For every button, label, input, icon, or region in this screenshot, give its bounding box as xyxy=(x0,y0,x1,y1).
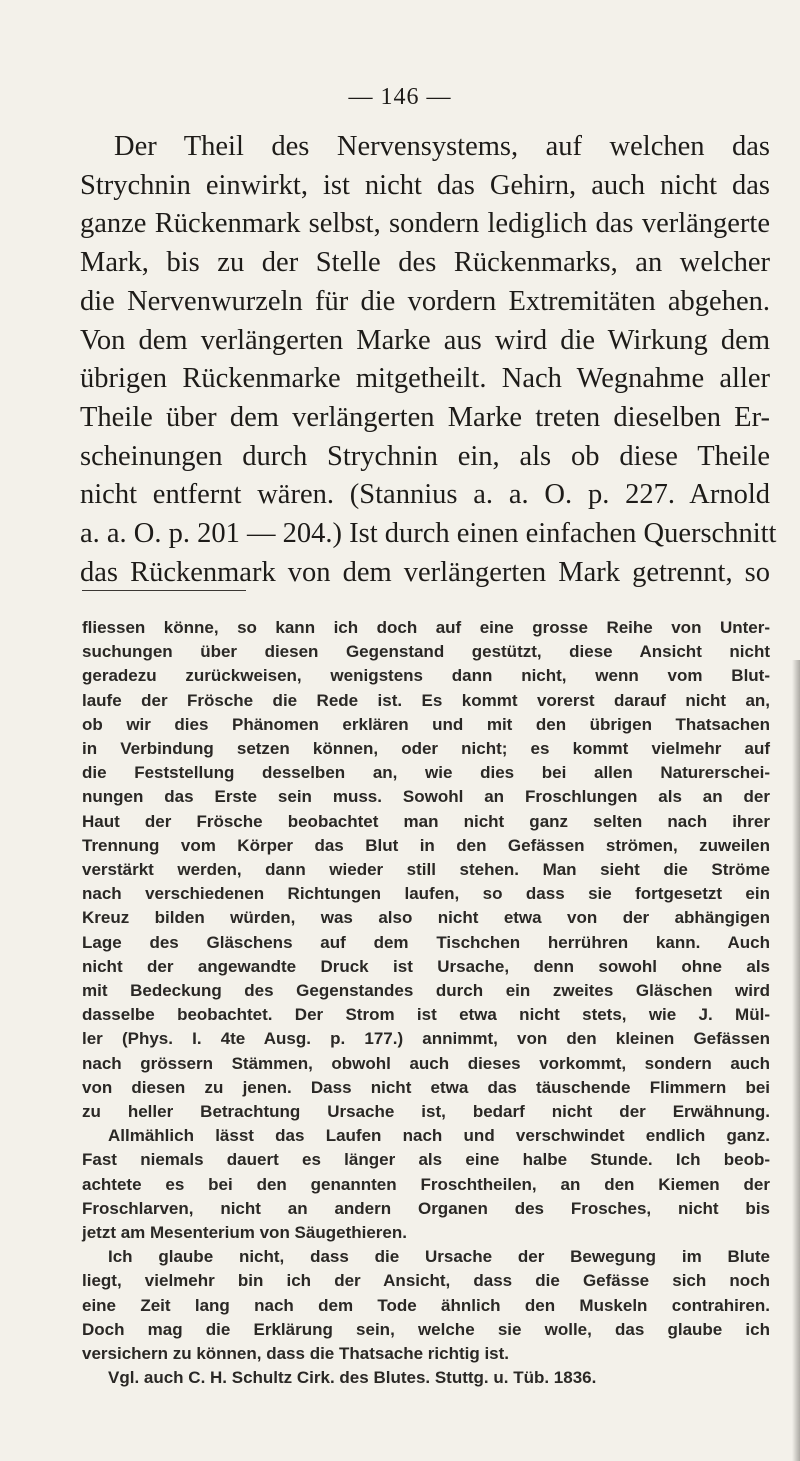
footnote-line: geradezu zurückweisen, wenigstens dann nicht, wenn vom Blut- xyxy=(82,666,770,686)
footnote-line: laufe der Frösche die Rede ist. Es kommt vorerst darauf nicht an, xyxy=(82,690,770,710)
footnote-line: in Verbindung setzen können, oder nicht; es kommt vielmehr auf xyxy=(82,739,770,759)
footnote-line: Vgl. auch C. H. Schultz Cirk. des Blutes. Stuttg. u. Tüb. 1836. xyxy=(108,1368,597,1388)
footnote-line: jetzt am Mesenterium von Säugethieren. xyxy=(82,1223,407,1243)
footnote-line: Fast niemals dauert es länger als eine halbe Stunde. Ich beob- xyxy=(82,1150,770,1170)
footnote-line: eine Zeit lang nach dem Tode ähnlich den Muskeln contrahiren. xyxy=(82,1295,770,1315)
footnote-line: Ich glaube nicht, dass die Ursache der Bewegung im Blute xyxy=(108,1247,770,1267)
text-line: scheinungen durch Strychnin ein, als ob diese Theile xyxy=(80,440,770,472)
footnote-line: Trennung vom Körper das Blut in den Gefässen strömen, zuweilen xyxy=(82,835,770,855)
text-line: Von dem verlängerten Marke aus wird die Wirkung dem xyxy=(80,324,770,356)
footnote-line: nach verschiedenen Richtungen laufen, so dass sie fortgesetzt ein xyxy=(82,884,770,904)
footnote-line: nach grössern Stämmen, obwohl auch dieses vorkommt, sondern auch xyxy=(82,1053,770,1073)
page-edge-shadow xyxy=(792,660,800,1461)
footnote-line: Haut der Frösche beobachtet man nicht ganz selten nach ihrer xyxy=(82,811,770,831)
text-line: Theile über dem verlängerten Marke treten dieselben Er- xyxy=(80,401,770,433)
footnote-line: achtete es bei den genannten Froschtheilen, an den Kiemen der xyxy=(82,1174,770,1194)
footnote-line: mit Bedeckung des Gegenstandes durch ein zweites Gläschen wird xyxy=(82,981,770,1001)
footnote-line: Allmählich lässt das Laufen nach und verschwindet endlich ganz. xyxy=(108,1126,770,1146)
page-number: — 146 — xyxy=(348,84,452,110)
footnote-line: versichern zu können, dass die Thatsache richtig ist. xyxy=(82,1344,510,1364)
text-line: nicht entfernt wären. (Stannius a. a. O. p. 227. Arnold xyxy=(80,479,770,511)
footnote-line: Doch mag die Erklärung sein, welche sie wolle, das glaube ich xyxy=(82,1319,770,1339)
footnote-line: nicht der angewandte Druck ist Ursache, denn sowohl ohne als xyxy=(82,956,770,976)
footnote-divider xyxy=(82,590,246,591)
footnote-line: Kreuz bilden würden, was also nicht etwa von der abhängigen xyxy=(82,908,770,928)
footnote-line: liegt, vielmehr bin ich der Ansicht, dass die Gefässe sich noch xyxy=(82,1271,770,1291)
main-text xyxy=(80,128,777,592)
footnote-line: ler (Phys. I. 4te Ausg. p. 177.) annimmt, von den kleinen Gefässen xyxy=(82,1029,770,1049)
footnote-line: suchungen über diesen Gegenstand gestützt, diese Ansicht nicht xyxy=(82,642,770,662)
text-line: ganze Rückenmark selbst, sondern lediglich das verlängerte xyxy=(80,208,770,240)
footnote-line: die Feststellung desselben an, wie dies bei allen Naturerschei- xyxy=(82,763,770,783)
footnote-line: ob wir dies Phänomen erklären und mit den übrigen Thatsachen xyxy=(82,714,770,734)
text-line: das Rückenmark von dem verlängerten Mark getrennt, so xyxy=(80,556,770,588)
footnote-line: Lage des Gläschens auf dem Tischchen herrühren kann. Auch xyxy=(82,932,770,952)
footnote-line: dasselbe beobachtet. Der Strom ist etwa nicht stets, wie J. Mül- xyxy=(82,1005,770,1025)
footnote xyxy=(82,616,770,1391)
footnote-line: fliessen könne, so kann ich doch auf eine grosse Reihe von Unter- xyxy=(82,618,770,637)
footnote-line: von diesen zu jenen. Dass nicht etwa das täuschende Flimmern bei xyxy=(82,1077,770,1097)
footnote-line: nungen das Erste sein muss. Sowohl an Froschlungen als an der xyxy=(82,787,770,807)
text-line: Strychnin einwirkt, ist nicht das Gehirn, auch nicht das xyxy=(80,169,770,201)
text-line: übrigen Rückenmarke mitgetheilt. Nach Wegnahme aller xyxy=(80,363,770,395)
footnote-line: Froschlarven, nicht an andern Organen des Frosches, nicht bis xyxy=(82,1198,770,1218)
footnote-line: verstärkt werden, dann wieder still stehen. Man sieht die Ströme xyxy=(82,860,770,880)
text-line: die Nervenwurzeln für die vordern Extremitäten abgehen. xyxy=(80,285,770,317)
text-line: Der Theil des Nervensystems, auf welchen das xyxy=(114,131,770,162)
text-line: Mark, bis zu der Stelle des Rückenmarks, an welcher xyxy=(80,247,770,279)
text-line: a. a. O. p. 201 — 204.) Ist durch einen einfachen Querschnitt xyxy=(80,518,777,550)
footnote-line: zu heller Betrachtung Ursache ist, bedarf nicht der Erwähnung. xyxy=(82,1102,770,1122)
